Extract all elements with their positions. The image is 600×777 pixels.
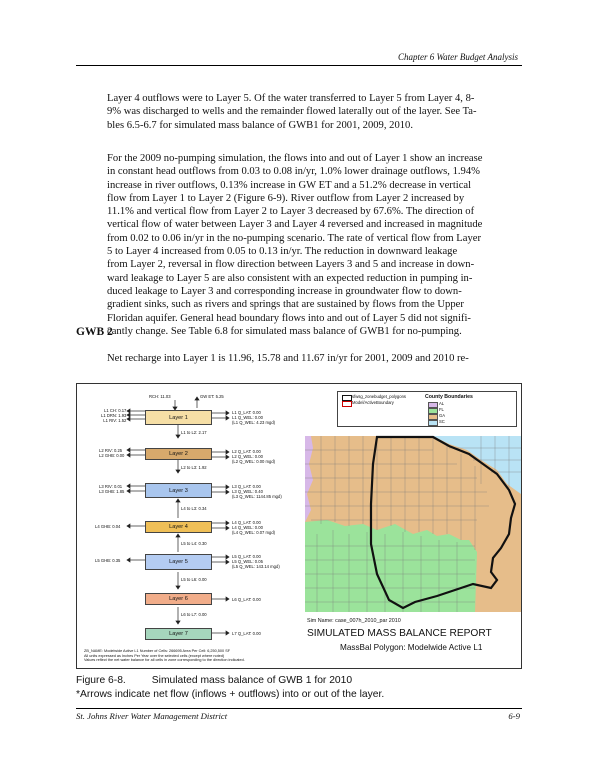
header-rule [76, 65, 522, 66]
polygon-label: MassBal Polygon: Modelwide Active L1 [340, 643, 483, 652]
text-line: duced leakage to Layer 3 and corresponding increase in groundwater flow to down- [107, 285, 462, 297]
vflow-l5-l6: L5 to L6: 0.00 [181, 577, 207, 582]
text-line: Floridan aquifer. General head boundary flows into and out of Layer 5 did not signifi- [107, 312, 471, 324]
arrowhead [195, 397, 199, 400]
flow-value: L3 Q_WEL: 0.40 [232, 489, 263, 494]
paragraph-no-pumping [107, 152, 522, 338]
footer-rule [76, 708, 522, 709]
flow-value: (L5 Q_WEL: 143.14 mgd) [232, 564, 280, 569]
legend-ga-label: GA [439, 413, 446, 418]
text-line: 9% was discharged to wells and the remainder flowed laterally out of the layer. See Ta- [107, 106, 477, 118]
text-line: in constant head outflows from 0.03 to 0.08 in/yr, 1.0% lower drainage outflows, 1.94% [107, 166, 480, 178]
flow-value: L1 Q_WEL: 0.00 [232, 415, 263, 420]
layer-4-box [145, 521, 212, 533]
text-line: flow from Layer 1 to Layer 2 (Figure 6-9). River outflow from Layer 2 increased by [107, 192, 465, 204]
flow-value: L1 CH: 0.17 [104, 408, 127, 413]
caption-number: Figure 6-8. [76, 675, 126, 686]
layer-4-right-flows [232, 520, 275, 535]
flow-value: L5 Q_LAT: 0.00 [232, 554, 261, 559]
layer-3-label: Layer 3 [169, 488, 188, 494]
caption-text: Simulated mass balance of GWB 1 for 2010 [151, 675, 353, 686]
legend-fl-label: FL [439, 407, 444, 412]
flow-value: L2 GHB: 0.00 [99, 453, 125, 458]
flow-value: L3 GHB: 1.85 [99, 489, 125, 494]
footer-organization: St. Johns River Water Management District [76, 711, 228, 721]
arrowhead [176, 470, 180, 473]
layer-4-label: Layer 4 [169, 524, 188, 530]
flow-value: (L3 Q_WEL: 1144.85 mgd) [232, 494, 282, 499]
figure-caption [76, 675, 352, 686]
paragraph-net-recharge: Net recharge into Layer 1 is 11.96, 15.78 and 11.67 in/yr for 2001, 2009 and 2010 re- [107, 353, 469, 364]
layer-1-label: Layer 1 [169, 415, 188, 421]
layer-3-box [145, 483, 212, 498]
text-line: cantly change. See Table 6.8 for simulated mass balance of GWB1 for no-pumping. [107, 325, 462, 337]
layer-1-right-flows [232, 410, 275, 425]
text-line: Layer 4 outflows were to Layer 5. Of the water transferred to Layer 5 from Layer 4, 8- [107, 93, 475, 104]
text-line: 11.1% and vertical flow from Layer 2 to Layer 3 decreased by 67.6%. The direction of [107, 206, 475, 218]
flow-value: L7 Q_LAT: 0.00 [232, 631, 261, 636]
layer-7-box [145, 628, 212, 640]
sim-name: Sim Name: case_007h_2010_par 2010 [307, 618, 401, 624]
layer-5-label: Layer 5 [169, 559, 188, 565]
arrowhead [176, 586, 180, 589]
vflow-l1-l2: L1 to L2: 2.17 [181, 430, 207, 435]
arrowhead [176, 621, 180, 624]
layer-7-label: Layer 7 [169, 631, 188, 637]
flow-value: L4 Q_LAT: 0.00 [232, 520, 261, 525]
flow-value: L3 Q_LAT: 0.00 [232, 484, 261, 489]
legend-swatch-al [428, 402, 438, 408]
gw-et-label: GW ET: 5.25 [200, 394, 224, 399]
layer-2-right-flows [232, 449, 275, 464]
text-line: gradient sinks, such as rivers and springs that are sustained by flows from the Upper [107, 299, 464, 311]
flow-value: L4 Q_WEL: 0.00 [232, 525, 263, 530]
legend-al-label: AL [439, 401, 445, 406]
flow-value: L4 GHB: 0.04 [95, 524, 121, 529]
layer-1-left-flows [101, 408, 126, 423]
report-title: SIMULATED MASS BALANCE REPORT [307, 628, 492, 639]
chapter-header: Chapter 6 Water Budget Analysis [398, 52, 518, 62]
vflow-l6-l7: L6 to L7: 0.00 [181, 612, 207, 617]
vflow-l4-l3: L4 to L3: 0.34 [181, 506, 207, 511]
layer-5-right-flows [232, 554, 280, 569]
section-heading-gwb2: GWB 2 [76, 326, 113, 338]
flow-value: L3 RIV: 0.01 [99, 484, 123, 489]
layer-2-box [145, 448, 212, 460]
flow-value: L1 RIV: 1.52 [103, 418, 127, 423]
layer-5-box [145, 554, 212, 570]
flow-value: (L4 Q_WEL: 0.07 mgd) [232, 530, 276, 535]
legend-boundary-label: Model/ActiveBoundary [352, 400, 394, 405]
flow-value: L5 GHB: 0.35 [95, 558, 121, 563]
text-line: vertical flow of water between Layer 3 and Layer 4 reversed and increased in magnitude [107, 219, 483, 231]
arrowhead [176, 534, 180, 537]
layer-7-right-flows [232, 631, 261, 636]
paragraph-layer4-outflows [107, 92, 522, 132]
layer-2-label: Layer 2 [169, 451, 188, 457]
flow-value: (L2 Q_WEL: 0.00 mgd) [232, 459, 276, 464]
text-line: from Layer 2, reversal in flow direction between Layers 3 and 5 and increase in down- [107, 259, 475, 271]
text-line: from 0.02 to 0.06 in/yr in the no-pumping scenario. The rate of vertical flow from Layer [107, 232, 482, 244]
arrowhead [176, 499, 180, 502]
legend-swatch-ga [428, 414, 438, 420]
flow-value: L2 RIV: 0.25 [99, 448, 123, 453]
caption-note: *Arrows indicate net flow (inflows + outflows) into or out of the layer. [76, 689, 385, 700]
recharge-label: RCH: 11.03 [149, 394, 171, 399]
county-map [305, 436, 521, 612]
figure-notes [84, 649, 245, 663]
flow-value: L1 Q_LAT: 0.00 [232, 410, 261, 415]
text-line: For the 2009 no-pumping simulation, the flows into and out of Layer 1 show an increase [107, 153, 483, 164]
flow-value: (L1 Q_WEL: 4.23 mgd) [232, 420, 276, 425]
flow-value: L1 DRN: 1.93 [101, 413, 127, 418]
vflow-l5-l4: L5 to L4: 0.30 [181, 541, 207, 546]
flow-value: L5 Q_WEL: 0.05 [232, 559, 263, 564]
layer-3-right-flows [232, 484, 282, 499]
vflow-l2-l3: L2 to L3: 1.92 [181, 465, 207, 470]
legend-sc-label: SC [439, 419, 445, 424]
layer-5-left-flows [95, 558, 120, 563]
arrowhead [176, 435, 180, 438]
text-line: ward leakage to Layer 5 are also consistent with an expected reduction in pumping in- [107, 272, 473, 284]
legend-swatch-boundary [342, 401, 352, 407]
layer-1-box [145, 410, 212, 425]
legend-polygons-label: sfwsg_zonebudget_polygons [352, 394, 407, 399]
legend-swatch-fl [428, 408, 438, 414]
layer-6-label: Layer 6 [169, 596, 188, 602]
flow-value: L2 Q_WEL: 0.00 [232, 454, 263, 459]
legend-swatch-sc [428, 420, 438, 426]
legend-title: County Boundaries [425, 394, 473, 400]
note-line: ZB_NAME: Modelwide Active L1 Number of Cells: 266695 Area Per Cell: 6,250,500 SF [84, 649, 231, 653]
text-line: bles 6.5-6.7 for simulated mass balance of GWB1 for 2001, 2009, 2010. [107, 119, 413, 131]
flow-value: L6 Q_LAT: 0.00 [232, 597, 261, 602]
flow-value: L2 Q_LAT: 0.00 [232, 449, 261, 454]
text-line: 5 to Layer 4 increased from 0.05 to 0.13 in/yr. The reduction in downward leakage [107, 246, 458, 258]
legend-swatch-polygons [342, 395, 352, 401]
layer-2-left-flows [99, 448, 124, 458]
map-legend [337, 391, 517, 427]
layer-3-left-flows [99, 484, 124, 494]
note-line: All units expressed as Inches Per Year over the selected cells (except where noted) [84, 653, 225, 658]
layer-6-box [145, 593, 212, 605]
layer-4-left-flows [95, 524, 120, 529]
text-line: increase in river outflows, 0.13% increase in GW ET and a 51.2% decrease in vertical [107, 179, 472, 191]
mass-balance-figure [76, 383, 522, 669]
layer-6-right-flows [232, 597, 261, 602]
page-number: 6-9 [508, 711, 520, 721]
note-line: Values reflect the net water balance for all cells in zone corresponding to the direction indicated. [84, 658, 245, 663]
